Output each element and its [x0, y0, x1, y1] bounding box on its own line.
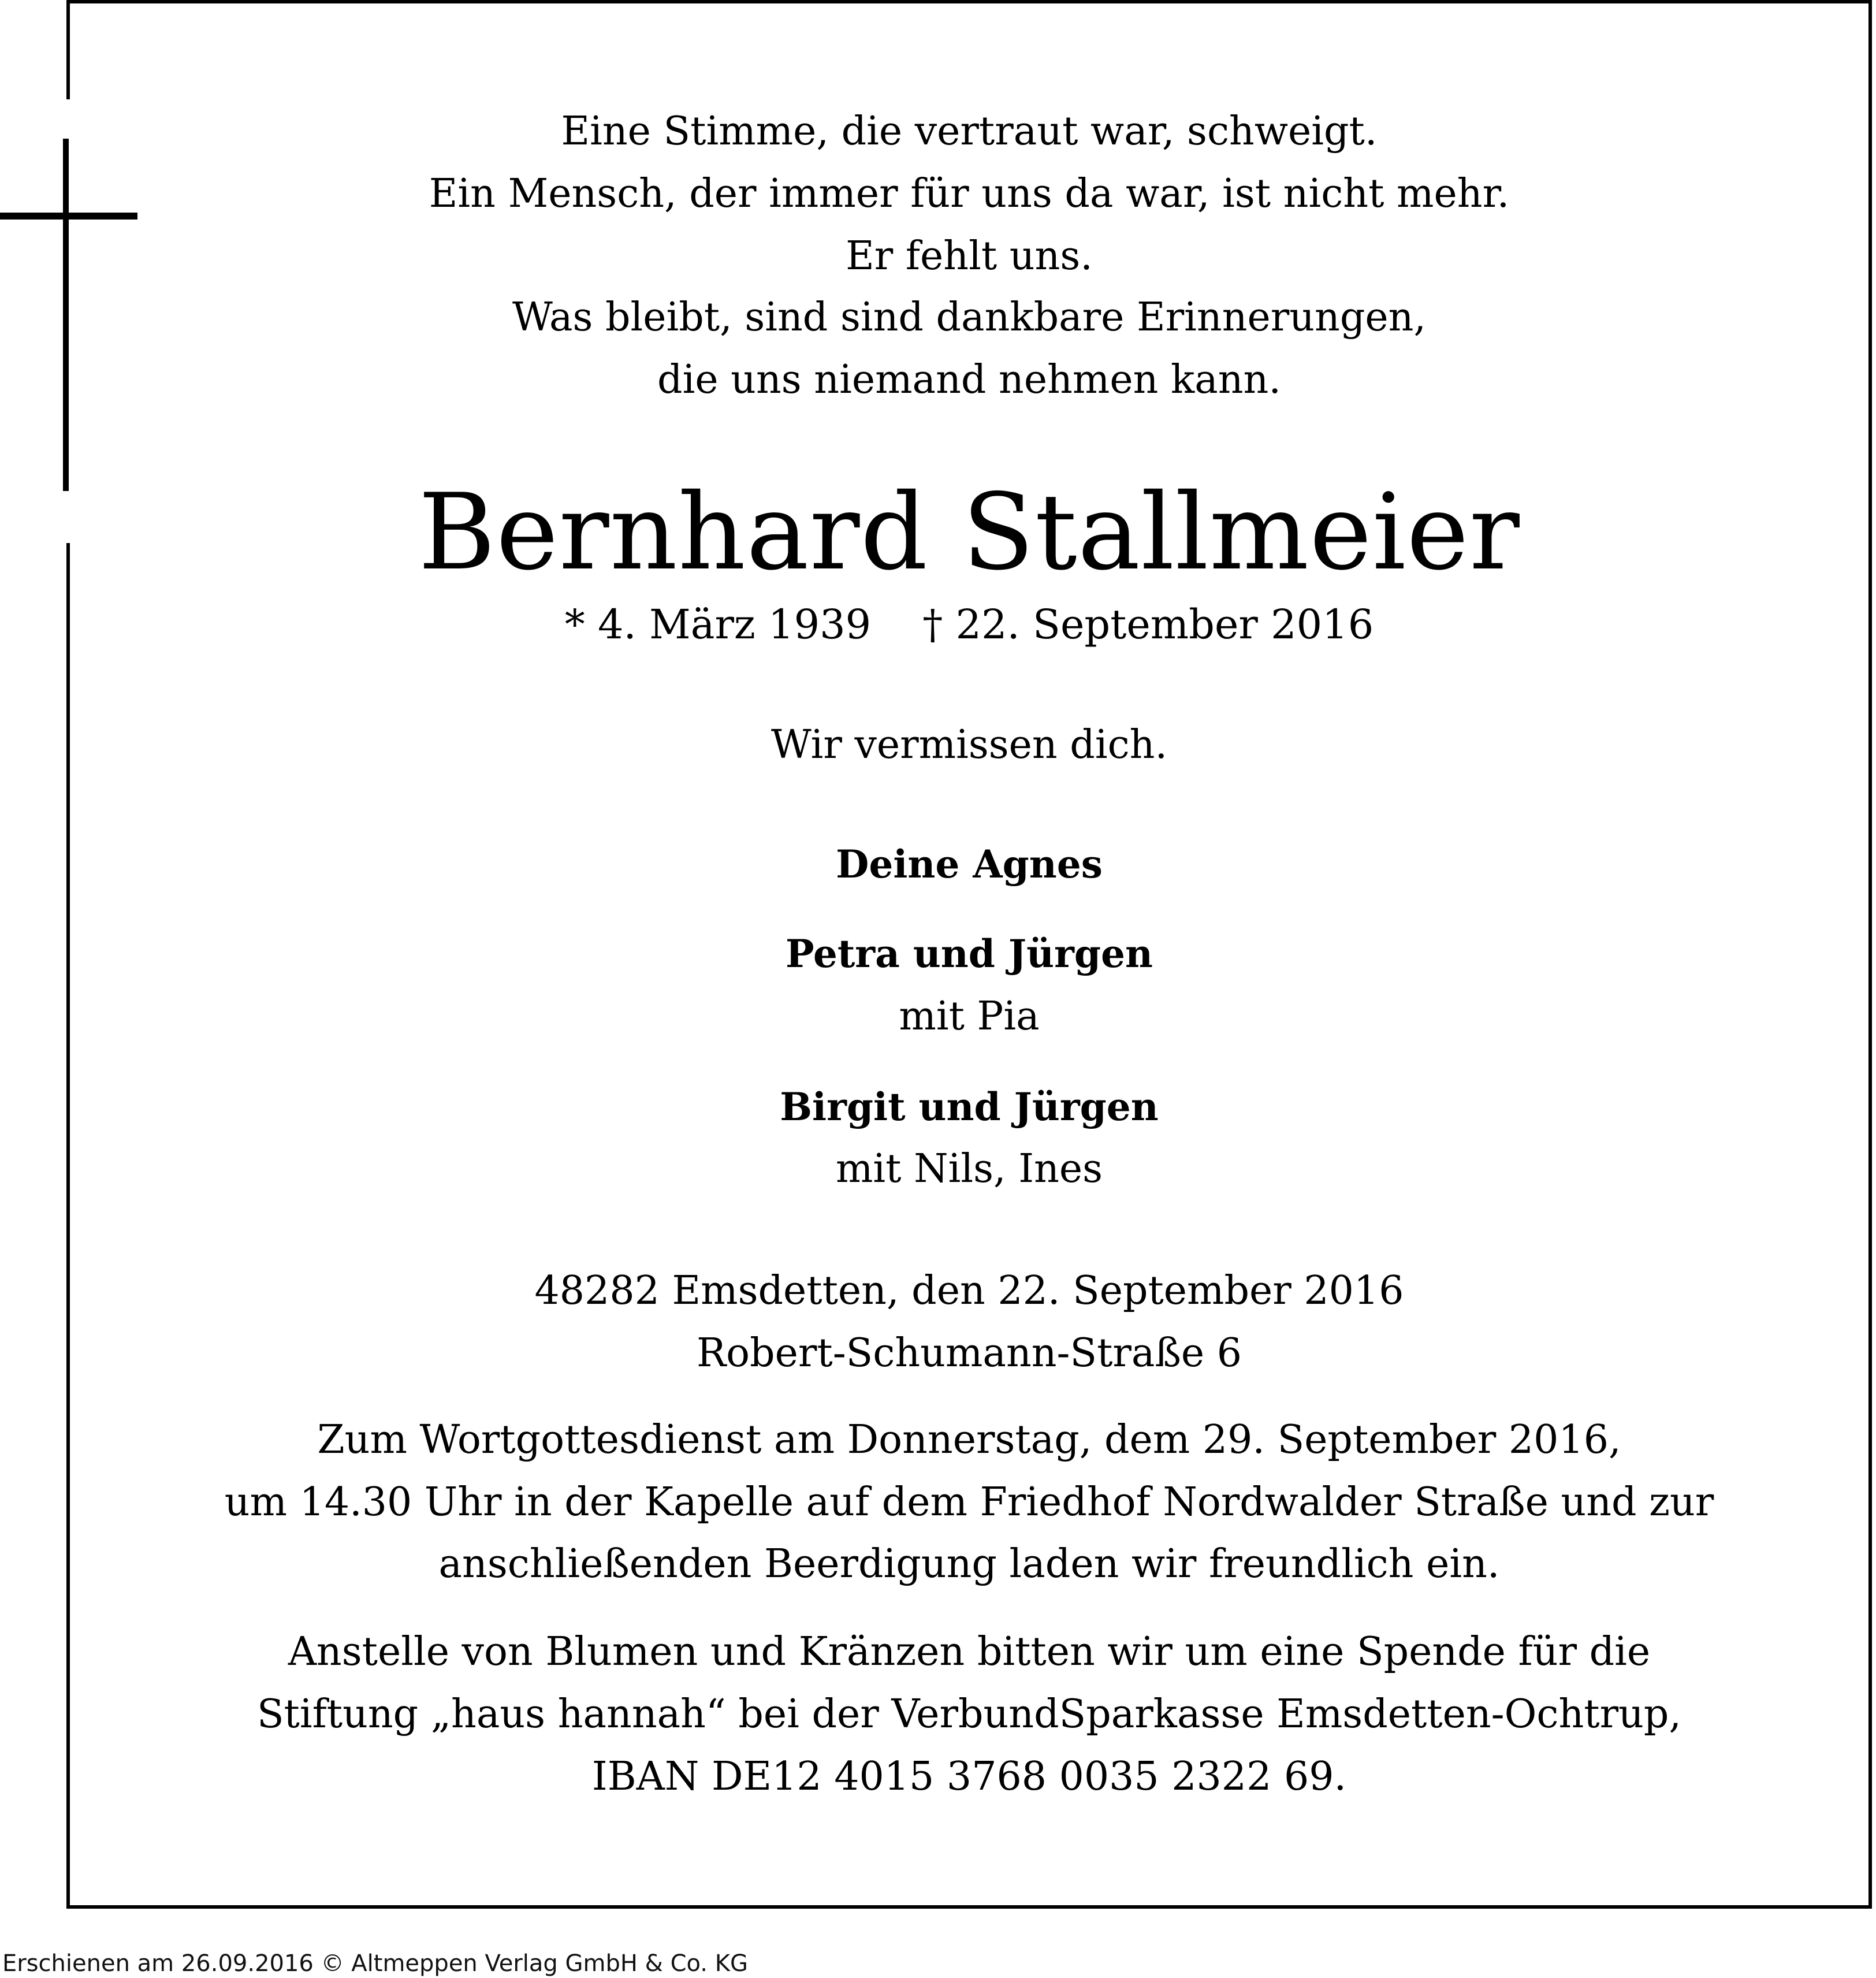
poem-line: Eine Stimme, die vertraut war, schweigt.	[561, 109, 1378, 154]
street-address: Robert-Schumann-Straße 6	[696, 1330, 1242, 1376]
mourner-with: mit Pia	[899, 994, 1040, 1039]
farewell-line: Wir vermissen dich.	[770, 722, 1168, 768]
publication-footer: Erschienen am 26.09.2016 © Altmeppen Verlag GmbH & Co. KG	[2, 1950, 748, 1977]
poem-line: Was bleibt, sind sind dankbare Erinnerungen,	[512, 295, 1427, 340]
donation-line: Anstelle von Blumen und Kränzen bitten wir um eine Spende für die	[288, 1629, 1651, 1675]
mourner-names: Deine Agnes	[836, 842, 1103, 887]
frame-bottom-border	[66, 1905, 1872, 1909]
donation-line: IBAN DE12 4015 3768 0035 2322 69.	[591, 1754, 1347, 1799]
service-line: anschließenden Beerdigung laden wir freundlich ein.	[438, 1541, 1500, 1587]
frame-top-border	[66, 0, 1872, 3]
donation-line: Stiftung „haus hannah“ bei der VerbundSparkasse Emsdetten-Ochtrup,	[256, 1691, 1682, 1737]
mourner-names: Birgit und Jürgen	[780, 1084, 1159, 1129]
frame-left-border-upper	[66, 0, 70, 99]
frame-right-border	[1868, 0, 1872, 1909]
poem-line: die uns niemand nehmen kann.	[657, 357, 1281, 403]
mourner-with: mit Nils, Ines	[835, 1146, 1103, 1192]
place-date: 48282 Emsdetten, den 22. September 2016	[534, 1268, 1404, 1314]
life-dates: * 4. März 1939 † 22. September 2016	[564, 601, 1374, 648]
mourner-names: Petra und Jürgen	[785, 931, 1153, 976]
service-line: um 14.30 Uhr in der Kapelle auf dem Friedhof Nordwalder Straße und zur	[224, 1479, 1714, 1525]
poem-line: Ein Mensch, der immer für uns da war, ist nicht mehr.	[429, 171, 1510, 217]
deceased-name: Bernhard Stallmeier	[418, 471, 1520, 593]
service-line: Zum Wortgottesdienst am Donnerstag, dem 29. September 2016,	[317, 1417, 1621, 1463]
poem-line: Er fehlt uns.	[846, 233, 1093, 279]
